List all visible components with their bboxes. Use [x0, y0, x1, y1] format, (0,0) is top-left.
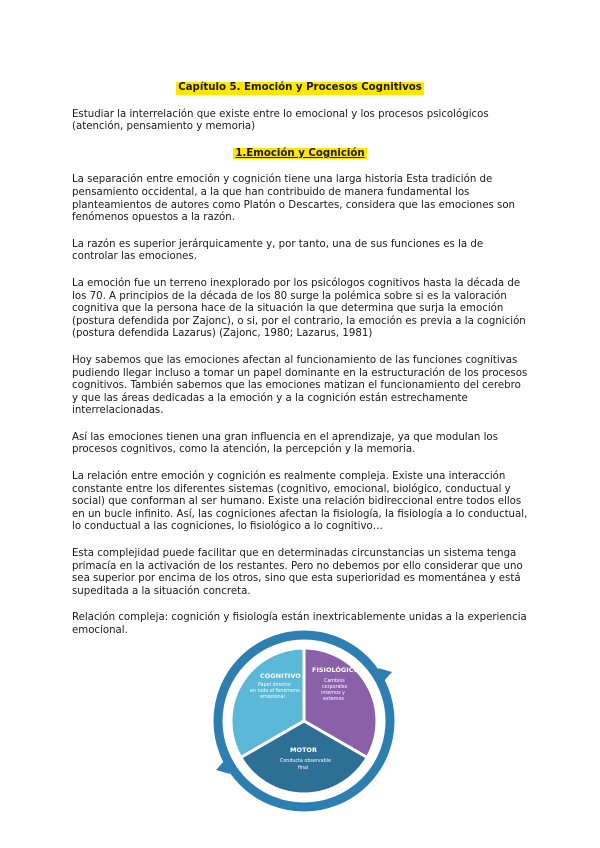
segment-sub-cognitivo-3: emocional: [260, 695, 285, 700]
segment-sub-motor-1: Conducta observable: [280, 759, 331, 764]
paragraph-6: La relación entre emoción y cognición es realmente compleja. Existe una interacción constante entre los diferentes sistemas (cognitivo, emocional, biológico, conductual y social) que conforman al ser humano. Existe una relación bidireccional entre todos ellos en un bucle infinito. Así, las cogniciones afectan la fisiología, la fisiología a lo conductual, lo conductual a las cogniciones, lo fisiológico a lo cognitivo…: [72, 471, 528, 533]
paragraph-5: Así las emociones tienen una gran influencia en el aprendizaje, ya que modulan los procesos cognitivos, como la atención, la percepción y la memoria.: [72, 431, 498, 456]
paragraph-3: La emoción fue un terreno inexplorado por los psicólogos cognitivos hasta la década de los 70. A principios de la década de los 80 surge la polémica sobre si es la valoración cognitiva que la persona hace de la situación la que determina que surja la emoción (postura defendida por Zajonc), o si, por el contrario, la emoción es previa a la cognición (postura defendida Lazarus) (Zajonc, 1980; Lazarus, 1981): [72, 277, 526, 340]
emotion-components-diagram: [178, 628, 430, 814]
paragraph-4: Hoy sabemos que las emociones afectan al funcionamiento de las funciones cognitivas pudiendo llegar incluso a tomar un papel dominante en la estructuración de los procesos cognitivos. También sabemos que las emociones matizan el funcionamiento del cerebro y que las áreas dedicadas a la emoción y a la cognición están estrechamente interrelacionadas.: [72, 354, 528, 417]
chapter-title: Capítulo 5. Emoción y Procesos Cognitivos: [178, 82, 422, 93]
paragraph-2: La razón es superior jerárquicamente y, por tanto, una de sus funciones es la de controlar las emociones.: [72, 238, 484, 263]
paragraph-8: Relación compleja: cognición y fisiología están inextricablemente unidas a la experiencia emocional.: [72, 612, 527, 636]
section-title: 1.Emoción y Cognición: [235, 147, 365, 159]
segment-label-cognitivo: COGNITIVO: [260, 672, 301, 680]
segment-sub-fisiologico-4: externos: [323, 697, 344, 702]
segment-label-fisiologico: FISIOLÓGICO: [312, 666, 359, 674]
paragraph-7: Esta complejidad puede facilitar que en determinadas circunstancias un sistema tenga primacía en la activación de los restantes. Pero no debemos por ello considerar que uno sea superior por encima de los otros, sino que esta superioridad es momentánea y está supeditada a la situación concreta.: [72, 548, 523, 597]
segment-sub-cognitivo-1: Papel director: [258, 683, 292, 688]
document-page: [72, 82, 528, 652]
intro-paragraph: Estudiar la interrelación que existe entre lo emocional y los procesos psicológicos (atención, pensamiento y memoria): [72, 108, 489, 133]
segment-sub-motor-2: final: [298, 766, 309, 771]
paragraph-1: La separación entre emoción y cognición tiene una larga historia Esta tradición de pensamiento occidental, a la que han contribuido de manera fundamental los planteamientos de autores como Platón o Descartes, considera que las emociones son fenómenos opuestos a la razón.: [72, 174, 516, 224]
diagram-svg: [178, 628, 430, 814]
segment-sub-fisiologico-1: Cambios: [324, 679, 345, 684]
segment-sub-cognitivo-2: en todo el fenómeno: [250, 689, 300, 694]
segment-sub-fisiologico-3: internos y: [321, 691, 345, 696]
segment-sub-fisiologico-2: corporales: [322, 685, 348, 690]
segment-label-motor: MOTOR: [290, 746, 317, 754]
